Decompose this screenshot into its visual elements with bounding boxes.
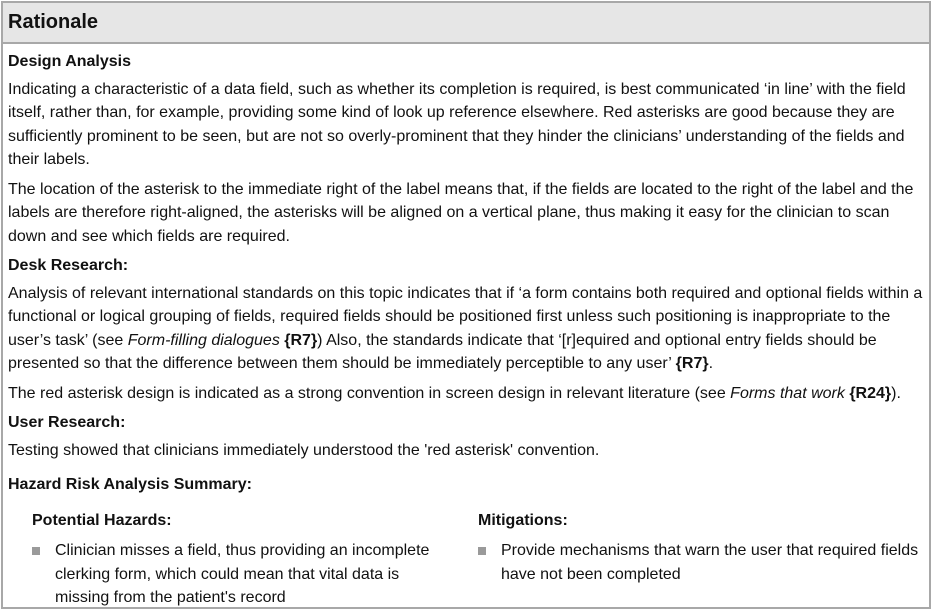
hazard-columns [8, 509, 925, 610]
user-research-paragraph: Testing showed that clinicians immediately understood the 'red asterisk' convention. [8, 441, 600, 459]
reference-title-form-filling: Form-filling dialogues [127, 331, 280, 349]
reference-r24: {R24} [849, 384, 892, 402]
reference-r7-first: {R7} [284, 331, 318, 349]
desk-research-text-a: Analysis of relevant international standards on this topic indicates that if ‘a form contains both required and optional fields within a functional or logical grouping of fields, required fields should be positioned first unless such positioning is inappropriate to the user’s task’ (see [8, 284, 923, 349]
desk-research-text-b: ) Also, the standards indicate that ‘[r]equired and optional entry fields should be presented so that the difference between them should be immediately perceptible to any user’ [8, 331, 877, 372]
mitigation-item: Provide mechanisms that warn the user that required fields have not been completed [478, 539, 925, 586]
hazards-column [8, 509, 454, 610]
desk-research-p2-text-b: ). [891, 384, 901, 402]
desk-research-paragraph-1 [8, 282, 925, 376]
panel-title: Rationale [8, 11, 99, 33]
mitigations-column [454, 509, 925, 610]
panel-content [3, 44, 929, 610]
reference-r7-second: {R7} [675, 355, 709, 372]
desk-research-heading: Desk Research: [8, 257, 129, 274]
design-analysis-paragraph-2: The location of the asterisk to the immediate right of the label means that, if the fields are located to the right of the label and the labels are therefore right-aligned, the asterisks will be aligned on a vertical plane, thus making it easy for the clinician to scan down and see which fields are required. [8, 180, 914, 245]
reference-title-forms-that-work: Forms that work [730, 384, 845, 402]
design-analysis-paragraph-1: Indicating a characteristic of a data field, such as whether its completion is required, is best communicated ‘in line’ with the field itself, rather than, for example, providing some kind of look up reference elsewhere. Red asterisks are good because they are sufficiently prominent to be seen, but are not so overly-prominent that they hinder the clinicians’ understanding of the fields and their labels. [8, 80, 906, 168]
desk-research-paragraph-2 [8, 382, 925, 406]
hazard-item: Clinician misses a field, thus providing an incomplete clerking form, which could mean that vital data is missing from the patient's record [32, 539, 455, 610]
panel-header [3, 3, 929, 44]
design-analysis-heading: Design Analysis [8, 53, 132, 70]
desk-research-text-c: . [708, 355, 714, 372]
user-research-heading: User Research: [8, 414, 126, 431]
mitigations-title: Mitigations: [478, 511, 568, 529]
rationale-panel [1, 1, 931, 609]
hazard-summary-heading: Hazard Risk Analysis Summary: [8, 476, 252, 493]
desk-research-p2-text-a: The red asterisk design is indicated as a strong convention in screen design in relevant literature (see [8, 384, 731, 402]
hazards-title: Potential Hazards: [32, 511, 172, 529]
